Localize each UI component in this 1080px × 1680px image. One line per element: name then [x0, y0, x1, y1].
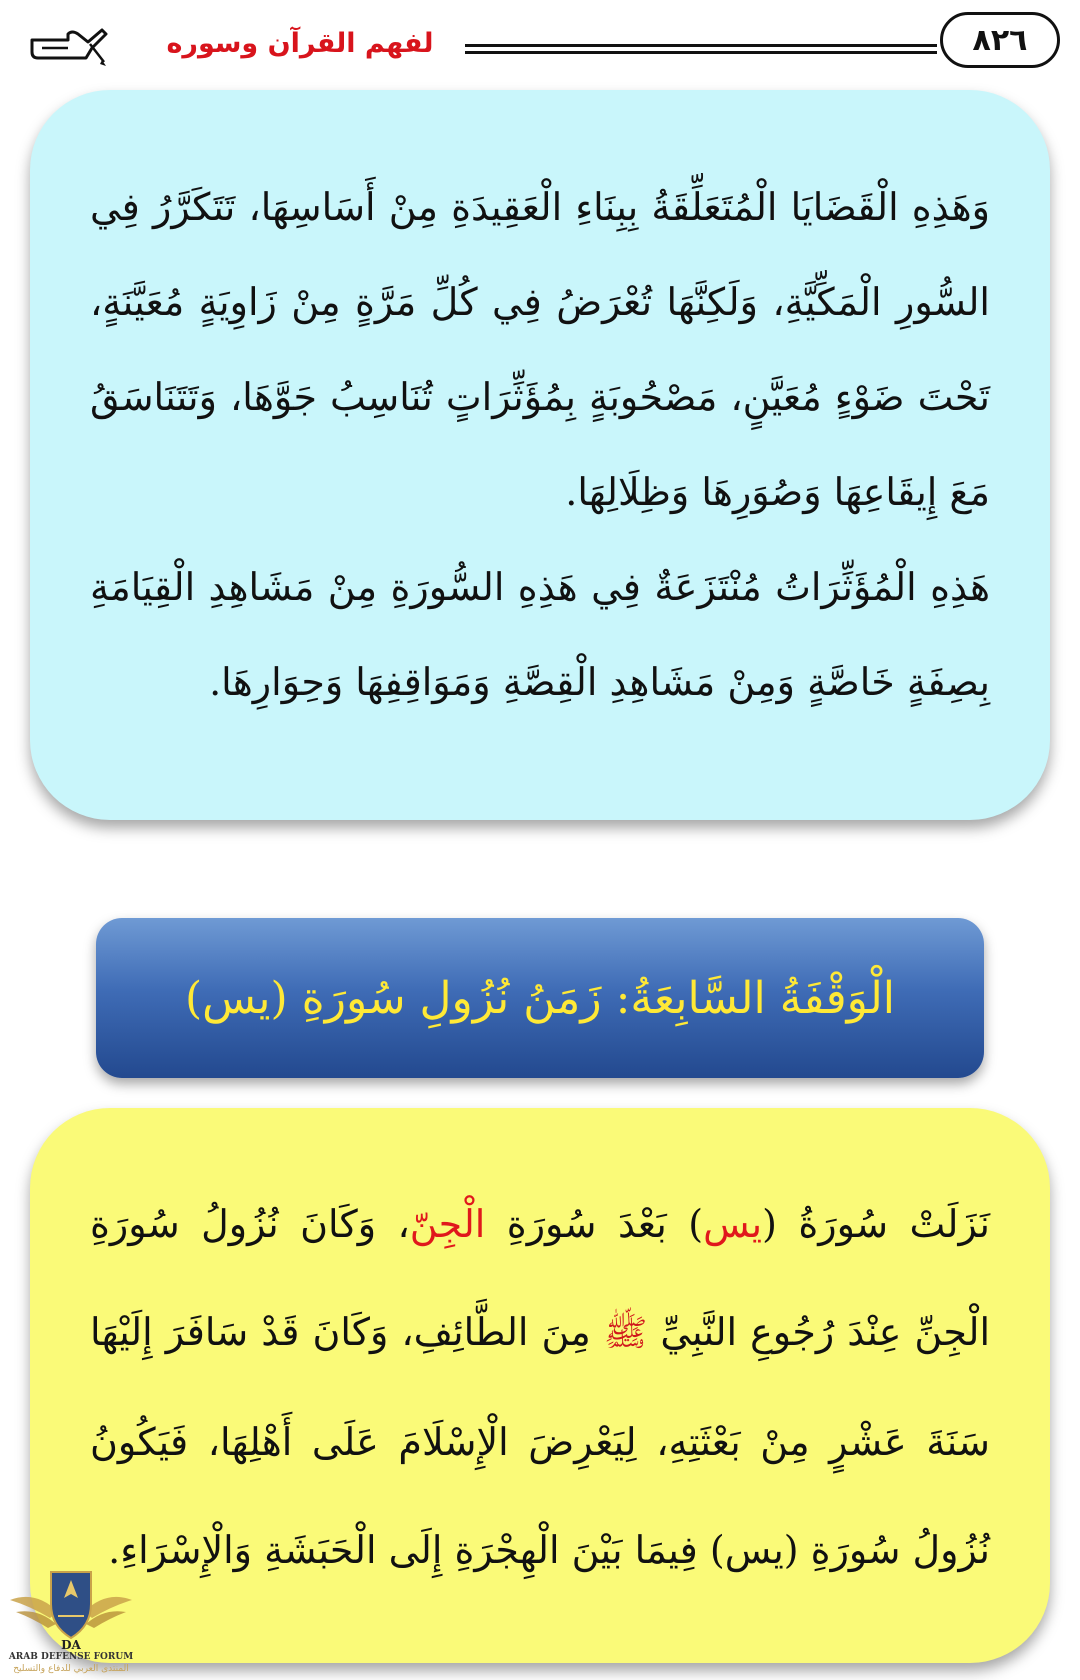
page-header [0, 0, 1080, 100]
surah-name-highlight: يس [703, 1202, 763, 1246]
forum-watermark-logo [6, 1560, 136, 1675]
text-segment: مِنَ الطَّائِفِ، وَكَانَ قَدْ سَافَرَ إِلَيْهَا سَنَةَ عَشْرٍ مِنْ بَعْثَتِهِ، لِيَعْرِضَ الْإِسْلَامَ عَلَى أَهْلِهَا، فَيَكُونُ نُزُولُ سُورَةِ (يس) فِيمَا بَيْنَ الْهِجْرَةِ إِلَى الْحَبَشَةِ وَالْإِسْرَاءِ. [90, 1310, 990, 1572]
revelation-time-box [30, 1108, 1050, 1663]
surah-name-highlight: الْجِنّ [409, 1202, 486, 1246]
writing-hand-icon [28, 22, 108, 68]
watermark-monogram: DA [61, 1638, 81, 1652]
section-heading-banner [96, 918, 984, 1078]
text-segment: ) بَعْدَ سُورَةِ [485, 1202, 704, 1246]
page-number: ٨٢٦ [940, 12, 1060, 68]
text-segment: نَزَلَتْ سُورَةُ ( [762, 1202, 990, 1246]
watermark-arabic: المنتدى العربي للدفاع والتسليح [13, 1664, 129, 1674]
honorific-icon: ﷺ [603, 1313, 648, 1354]
section-heading: الْوَقْفَةُ السَّابِعَةُ: زَمَنُ نُزُولِ سُورَةِ (يس) [185, 972, 895, 1024]
watermark-english: ARAB DEFENSE FORUM [8, 1652, 134, 1662]
intro-text-box [30, 90, 1050, 820]
text-segment: ، وَكَانَ نُزُولُ سُورَةِ الْجِنِّ عِنْدَ رُجُوعِ النَّبِيِّ [90, 1202, 990, 1354]
paragraph-2: هَذِهِ الْمُؤَثِّرَاتُ مُنْتَزَعَةٌ فِي هَذِهِ السُّورَةِ مِنْ مَشَاهِدِ الْقِيَامَةِ بِصِفَةٍ خَاصَّةٍ وَمِنْ مَشَاهِدِ الْقِصَّةِ وَمَوَاقِفِهَا وَحِوَارِهَا. [90, 565, 990, 704]
header-divider [465, 44, 937, 54]
paragraph-1: وَهَذِهِ الْقَضَايَا الْمُتَعَلِّقَةُ بِبِنَاءِ الْعَقِيدَةِ مِنْ أَسَاسِهَا، تَتَكَرَّرُ فِي السُّورِ الْمَكِّيَّةِ، وَلَكِنَّهَا تُعْرَضُ فِي كُلِّ مَرَّةٍ مِنْ زَاوِيَةٍ مُعَيَّنَةٍ، تَحْتَ ضَوْءٍ مُعَيَّنٍ، مَصْحُوبَةٍ بِمُؤَثِّرَاتٍ تُنَاسِبُ جَوَّهَا، وَتَتَنَاسَقُ مَعَ إِيقَاعِهَا وَصُوَرِهَا وَظِلَالِهَا. [90, 185, 990, 514]
book-title: لفهم القرآن وسوره [166, 28, 434, 59]
revelation-paragraph [90, 1170, 990, 1604]
